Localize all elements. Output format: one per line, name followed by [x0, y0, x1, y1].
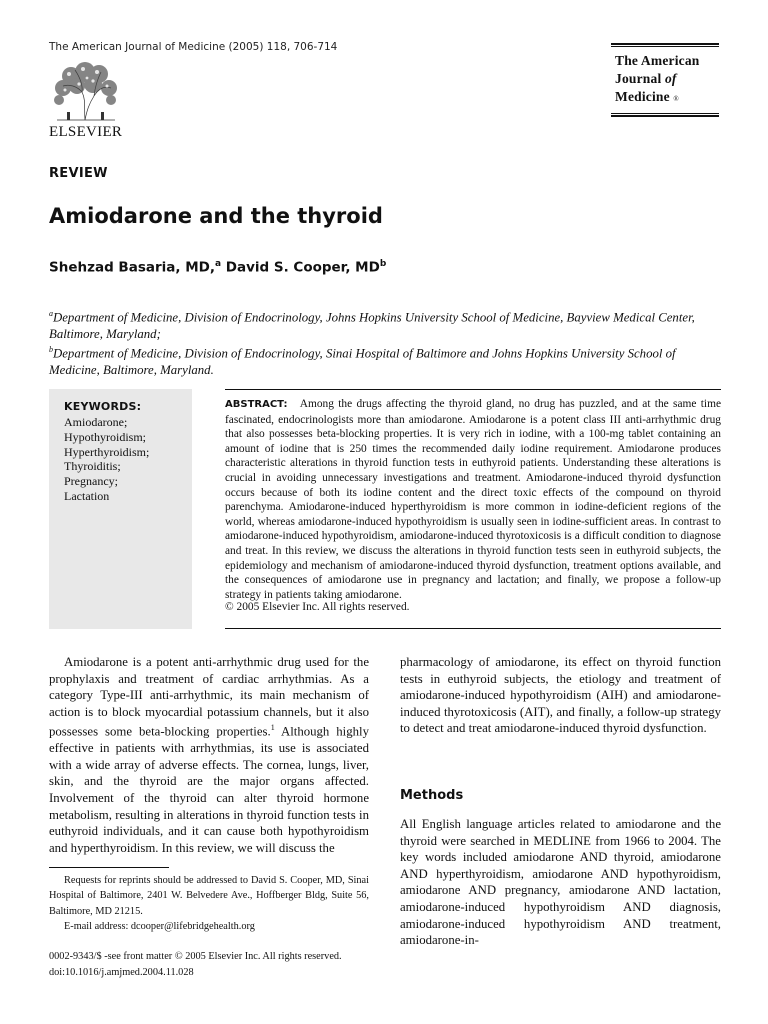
affiliation-a-marker: a	[49, 309, 53, 318]
masthead-rule-bottom-thin	[611, 113, 719, 114]
abstract-label: ABSTRACT:	[225, 399, 288, 410]
abstract-rule-top	[225, 389, 721, 390]
methods-paragraph: All English language articles related to amiodarone and the thyroid were searched in MEDLINE from 1966 to 2004. The key words included amiodarone AND thyroid, amiodarone AND hyperthyroidism, amiodarone AND hypothyroidism, amiodarone AND pregnancy, amiodarone AND lactation, amiodarone-induced hypothyroidism AND diagnosis, amiodarone-induced hypothyroidism AND treatment, amiodarone-in-	[400, 817, 721, 948]
affiliation-a-text: Department of Medicine, Division of Endocrinology, Johns Hopkins University School of Medicine, Bayview Medical Center, Baltimore, Maryland;	[49, 310, 695, 341]
keywords-list	[64, 415, 149, 504]
author-basaria-affil-marker: a	[214, 259, 222, 269]
journal-title-journal: Journal	[615, 71, 665, 86]
journal-title	[611, 48, 719, 112]
author-cooper-affil-marker: b	[379, 259, 387, 269]
keywords-box	[49, 389, 192, 629]
body-right-column-continued: pharmacology of amiodarone, its effect on thyroid function tests in euthyroid subjects, the etiology and treatment of amiodarone-induced hypothyroidism (AIH) and amiodarone-induced thyrotoxicosis (AIT), and finally, a follow-up strategy to detect and treat amiodarone-induced thyroid dysfunction.	[400, 655, 721, 736]
affiliation-b	[49, 342, 721, 378]
author-cooper: David S. Cooper, MD	[221, 259, 380, 276]
intro-paragraph-part1: Amiodarone is a potent anti-arrhythmic drug used for the prophylaxis and treatment of cardiac arrhythmias. As a category Type-III anti-arrhythmic, its main mechanism of action is to block myocardial potassium channels, but it also possesses some beta-blocking properties.	[49, 655, 369, 739]
section-label: REVIEW	[49, 166, 108, 181]
journal-title-line3	[615, 88, 719, 108]
affiliation-a	[49, 306, 721, 342]
correspondence-footnote	[49, 873, 369, 935]
doi-line: doi:10.1016/j.amjmed.2004.11.028	[49, 966, 194, 978]
abstract	[225, 397, 721, 602]
reprints-note: Requests for reprints should be addressed to David S. Cooper, MD, Sinai Hospital of Baltimore, 2401 W. Belvedere Ave., Hoffberger Bldg, Suite 56, Baltimore, MD 21215.	[49, 875, 369, 917]
keywords-heading: KEYWORDS:	[64, 400, 142, 413]
affiliation-b-text: Department of Medicine, Division of Endocrinology, Sinai Hospital of Baltimore and Johns Hopkins University School of Medicine, Baltimore, Maryland.	[49, 346, 676, 378]
journal-title-line2	[615, 70, 719, 88]
keyword-item: Pregnancy;	[64, 474, 118, 489]
elsevier-tree-logo-icon	[49, 60, 123, 128]
article-title: Amiodarone and the thyroid	[49, 204, 383, 228]
journal-title-medicine: Medicine	[615, 89, 670, 104]
masthead-rule-top	[611, 43, 719, 45]
journal-citation: The American Journal of Medicine (2005) 118, 706-714	[49, 41, 338, 53]
masthead-rule-bottom	[611, 115, 719, 117]
masthead-rule-top-thin	[611, 46, 719, 47]
footnote-rule	[49, 867, 169, 868]
journal-masthead	[611, 42, 719, 118]
abstract-copyright: © 2005 Elsevier Inc. All rights reserved.	[225, 601, 410, 613]
issn-line: 0002-9343/$ -see front matter © 2005 Elsevier Inc. All rights reserved.	[49, 951, 342, 962]
keyword-item: Amiodarone;	[64, 415, 128, 429]
methods-heading: Methods	[400, 788, 464, 803]
author-basaria: Shehzad Basaria, MD,	[49, 259, 215, 276]
body-left-column	[49, 654, 369, 856]
front-matter	[49, 949, 342, 980]
keyword-item: Hypothyroidism;	[64, 429, 147, 444]
journal-title-line1: The American	[615, 53, 700, 68]
publisher-name: ELSEVIER	[49, 124, 123, 140]
journal-title-of: of	[664, 71, 677, 86]
keyword-item: Hyperthyroidism;	[64, 444, 150, 459]
affiliation-b-marker: b	[49, 345, 53, 355]
reference-marker: 1	[270, 723, 275, 733]
keyword-item: Lactation	[64, 488, 110, 503]
email-note: E-mail address: dcooper@lifebridgehealth.org	[64, 921, 255, 933]
affiliations	[49, 306, 721, 379]
author-list	[49, 259, 386, 276]
intro-paragraph-part2: Although highly effective in patients with arrhythmias, its use is associated with a wide array of adverse effects. The cornea, lungs, liver, skin, and the thyroid are the major organs affected. Involvement of the thyroid can alter thyroid hormone metabolism, resulting in alterations in thyroid function tests in euthyroid individuals, and it can cause both hypothyroidism and hyperthyroidism. In this review, we will discuss the	[49, 724, 369, 855]
registered-mark: ®	[673, 95, 679, 103]
abstract-rule-bottom	[225, 628, 721, 629]
abstract-text: Among the drugs affecting the thyroid gland, no drug has puzzled, and at the same time fascinated, endocrinologists more than amiodarone. Amiodarone is a potent class III anti-arrhythmic drug that also possesses beta-blocking properties. It is very rich in iodine, with a 100-mg tablet containing an amount of iodine that is 250 times the recommended daily iodine requirement. Amiodarone produces characteristic alterations in thyroid function tests in euthyroid patients. Understanding these alterations is crucial in avoiding unnecessary investigations and treatment. Amiodarone-induced thyroid dysfunction occurs because of both its iodine content and the direct toxic effects of the compound on thyroid parenchyma. Amiodarone-induced hyperthyroidism is more common in iodine-deficient regions of the world, whereas amiodarone-induced hypothyroidism is usually seen in iodine-sufficient areas. In contrast to amiodarone-induced hypothyroidism, amiodarone-induced thyrotoxicosis is a difficult condition to diagnose and treat. In this review, we discuss the alterations in thyroid function tests seen in euthyroid subjects, the epidemiology and mechanism of amiodarone-induced thyroid dysfunction, treatment options available, and the consequences of amiodarone use in pregnancy and lactation; and finally, we propose a follow-up strategy in patients taking amiodarone.	[225, 398, 721, 601]
keyword-item: Thyroiditis;	[64, 459, 121, 474]
